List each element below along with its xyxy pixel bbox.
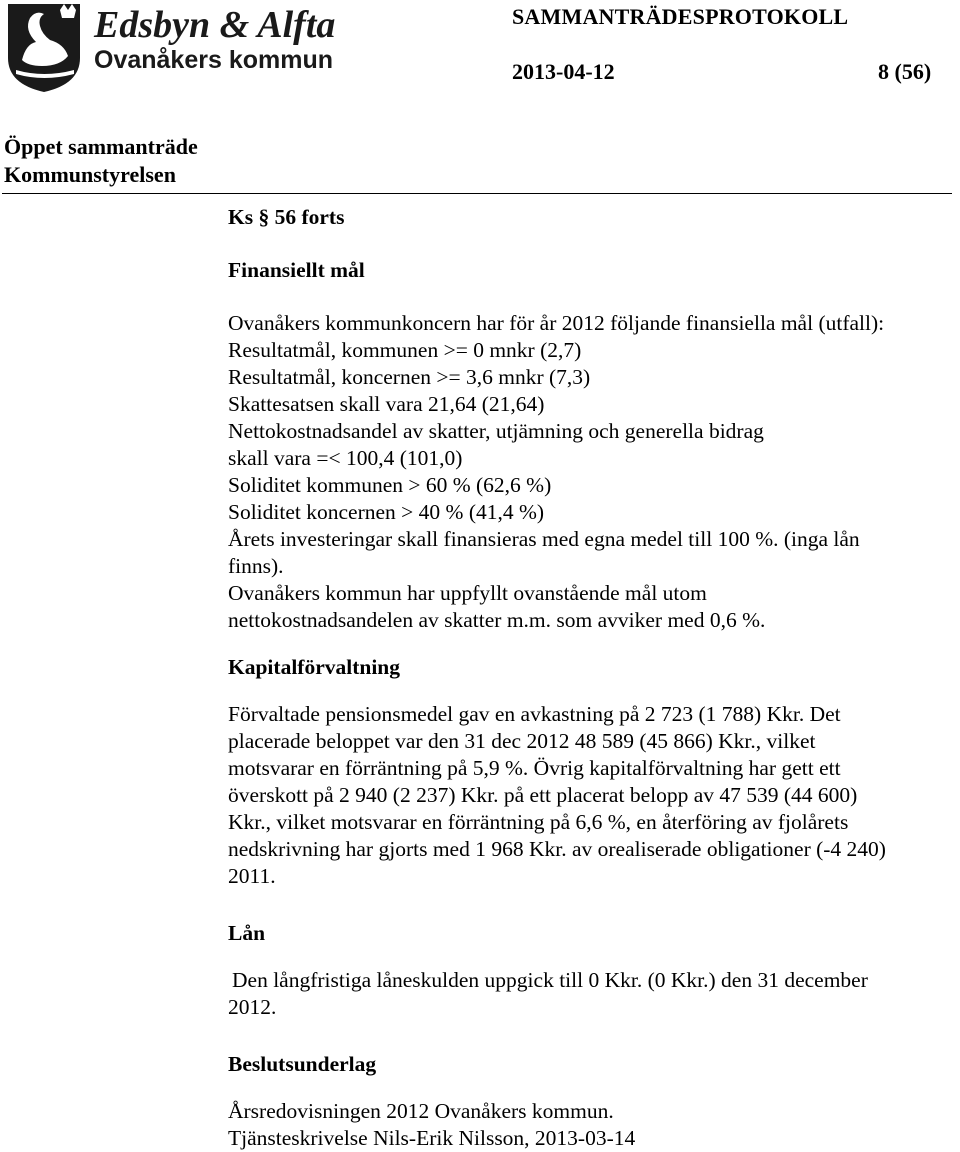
document-title: SAMMANTRÄDESPROTOKOLL [512,4,849,29]
meeting-info [4,133,198,189]
capital-heading: Kapitalförvaltning [228,655,401,679]
loans-line: Den långfristiga låneskulden uppgick till 0 Kkr. (0 Kkr.) den 31 december [232,968,868,992]
financial-line: Ovanåkers kommunkoncern har för år 2012 följande finansiella mål (utfall): [228,311,885,335]
financial-line: Årets investeringar skall finansieras med egna medel till 100 %. (inga lån [228,527,860,551]
basis-heading: Beslutsunderlag [228,1052,377,1076]
capital-line: Kkr., vilket motsvarar en förräntning på 6,6 %, en återföring av fjolårets [228,810,849,834]
protocol-body [228,204,960,1152]
svg-text:Ovanåkers kommun: Ovanåkers kommun [94,46,333,74]
financial-line: Ovanåkers kommun har uppfyllt ovanstående mål utom [228,581,707,605]
loans-text [228,967,960,1021]
swan-crest-icon [2,0,374,92]
capital-text [228,701,960,890]
basis-text [228,1098,960,1152]
financial-line: Resultatmål, kommunen >= 0 mnkr (2,7) [228,338,582,362]
basis-line: Tjänsteskrivelse Nils-Erik Nilsson, 2013-03-14 [228,1126,636,1150]
capital-line: placerade beloppet var den 31 dec 2012 48 589 (45 866) Kkr., vilket [228,729,816,753]
loans-line: 2012. [228,995,277,1019]
capital-line: Förvaltade pensionsmedel gav en avkastning på 2 723 (1 788) Kkr. Det [228,702,841,726]
header-divider [2,193,952,194]
financial-line: Soliditet koncernen > 40 % (41,4 %) [228,500,545,524]
meeting-type: Öppet sammanträde [4,134,198,159]
meeting-body: Kommunstyrelsen [4,162,176,187]
financial-heading: Finansiellt mål [228,258,365,282]
capital-line: 2011. [228,864,276,888]
meeting-date: 2013-04-12 [512,59,615,84]
capital-line: motsvarar en förräntning på 5,9 %. Övrig kapitalförvaltning har gett ett [228,756,841,780]
financial-line: nettokostnadsandelen av skatter m.m. som avviker med 0,6 %. [228,608,766,632]
financial-line: Nettokostnadsandel av skatter, utjämning och generella bidrag [228,419,764,443]
capital-line: nedskrivning har gjorts med 1 968 Kkr. av orealiserade obligationer (-4 240) [228,837,886,861]
page-number: 8 (56) [878,59,932,84]
financial-line: Skattesatsen skall vara 21,64 (21,64) [228,392,545,416]
basis-line: Årsredovisningen 2012 Ovanåkers kommun. [228,1099,614,1123]
financial-line: skall vara =< 100,4 (101,0) [228,446,463,470]
financial-line: Soliditet kommunen > 60 % (62,6 %) [228,473,552,497]
financial-text [228,310,960,634]
municipality-logo [2,0,374,92]
loans-heading: Lån [228,921,266,945]
case-reference: Ks § 56 forts [228,205,345,229]
capital-line: överskott på 2 940 (2 237) Kkr. på ett placerat belopp av 47 539 (44 600) [228,783,858,807]
svg-text:Edsbyn & Alfta: Edsbyn & Alfta [94,4,336,46]
financial-line: Resultatmål, koncernen >= 3,6 mnkr (7,3) [228,365,591,389]
financial-line: finns). [228,554,284,578]
